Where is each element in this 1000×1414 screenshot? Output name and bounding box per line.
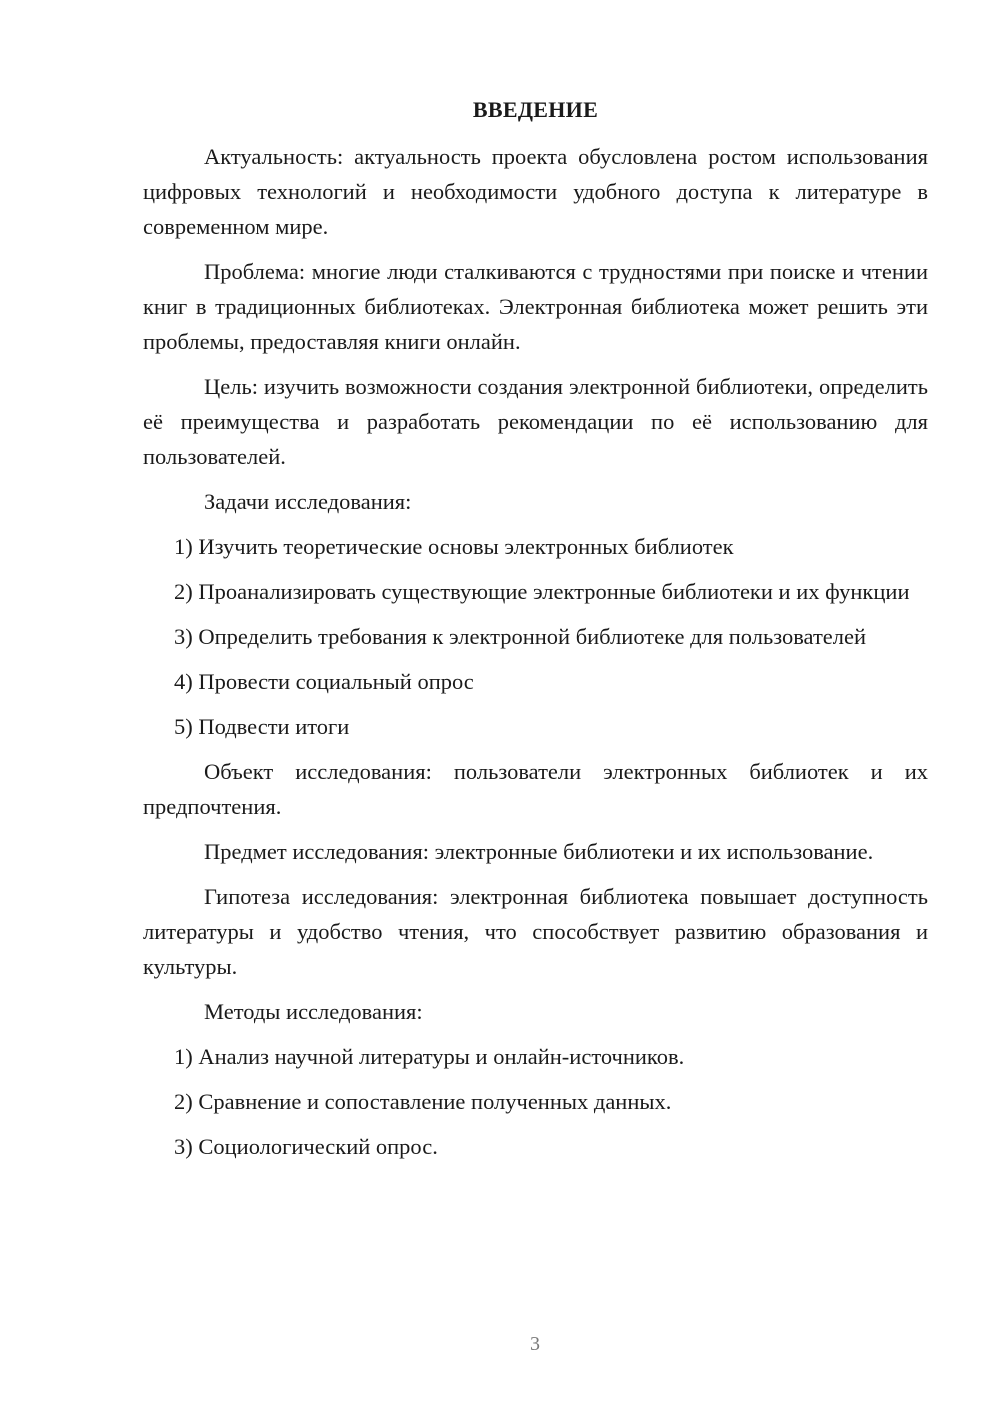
goal-paragraph: Цель: изучить возможности создания электронной библиотеки, определить её преимущества и разработать рекомендации по её использованию для пользователей. xyxy=(143,374,928,469)
relevance-paragraph: Актуальность: актуальность проекта обусловлена ростом использования цифровых технологий и необходимости удобного доступа к литературе в современном мире. xyxy=(143,144,928,239)
problem-paragraph: Проблема: многие люди сталкиваются с трудностями при поиске и чтении книг в традиционных библиотеках. Электронная библиотека может решить эти проблемы, предоставляя книги онлайн. xyxy=(143,259,928,354)
object-paragraph: Объект исследования: пользователи электронных библиотек и их предпочтения. xyxy=(143,759,928,819)
method-item-3: 3) Социологический опрос. xyxy=(174,1134,438,1159)
page-title: ВВЕДЕНИЕ xyxy=(472,97,599,122)
method-item-2: 2) Сравнение и сопоставление полученных данных. xyxy=(174,1089,672,1114)
methods-label: Методы исследования: xyxy=(204,999,423,1024)
page-number: 3 xyxy=(530,1333,540,1355)
method-item-1: 1) Анализ научной литературы и онлайн-источников. xyxy=(174,1044,685,1069)
page-content xyxy=(143,92,928,1174)
hypothesis-paragraph: Гипотеза исследования: электронная библиотека повышает доступность литературы и удобство чтения, что способствует развитию образования и культуры. xyxy=(143,884,928,979)
task-item-5: 5) Подвести итоги xyxy=(174,714,350,739)
task-item-2: 2) Проанализировать существующие электронные библиотеки и их функции xyxy=(174,579,910,604)
task-item-3: 3) Определить требования к электронной библиотеке для пользователей xyxy=(174,624,867,649)
task-item-4: 4) Провести социальный опрос xyxy=(174,669,474,694)
subject-paragraph: Предмет исследования: электронные библиотеки и их использование. xyxy=(204,839,874,864)
tasks-label: Задачи исследования: xyxy=(204,489,412,514)
task-item-1: 1) Изучить теоретические основы электронных библиотек xyxy=(174,534,734,559)
